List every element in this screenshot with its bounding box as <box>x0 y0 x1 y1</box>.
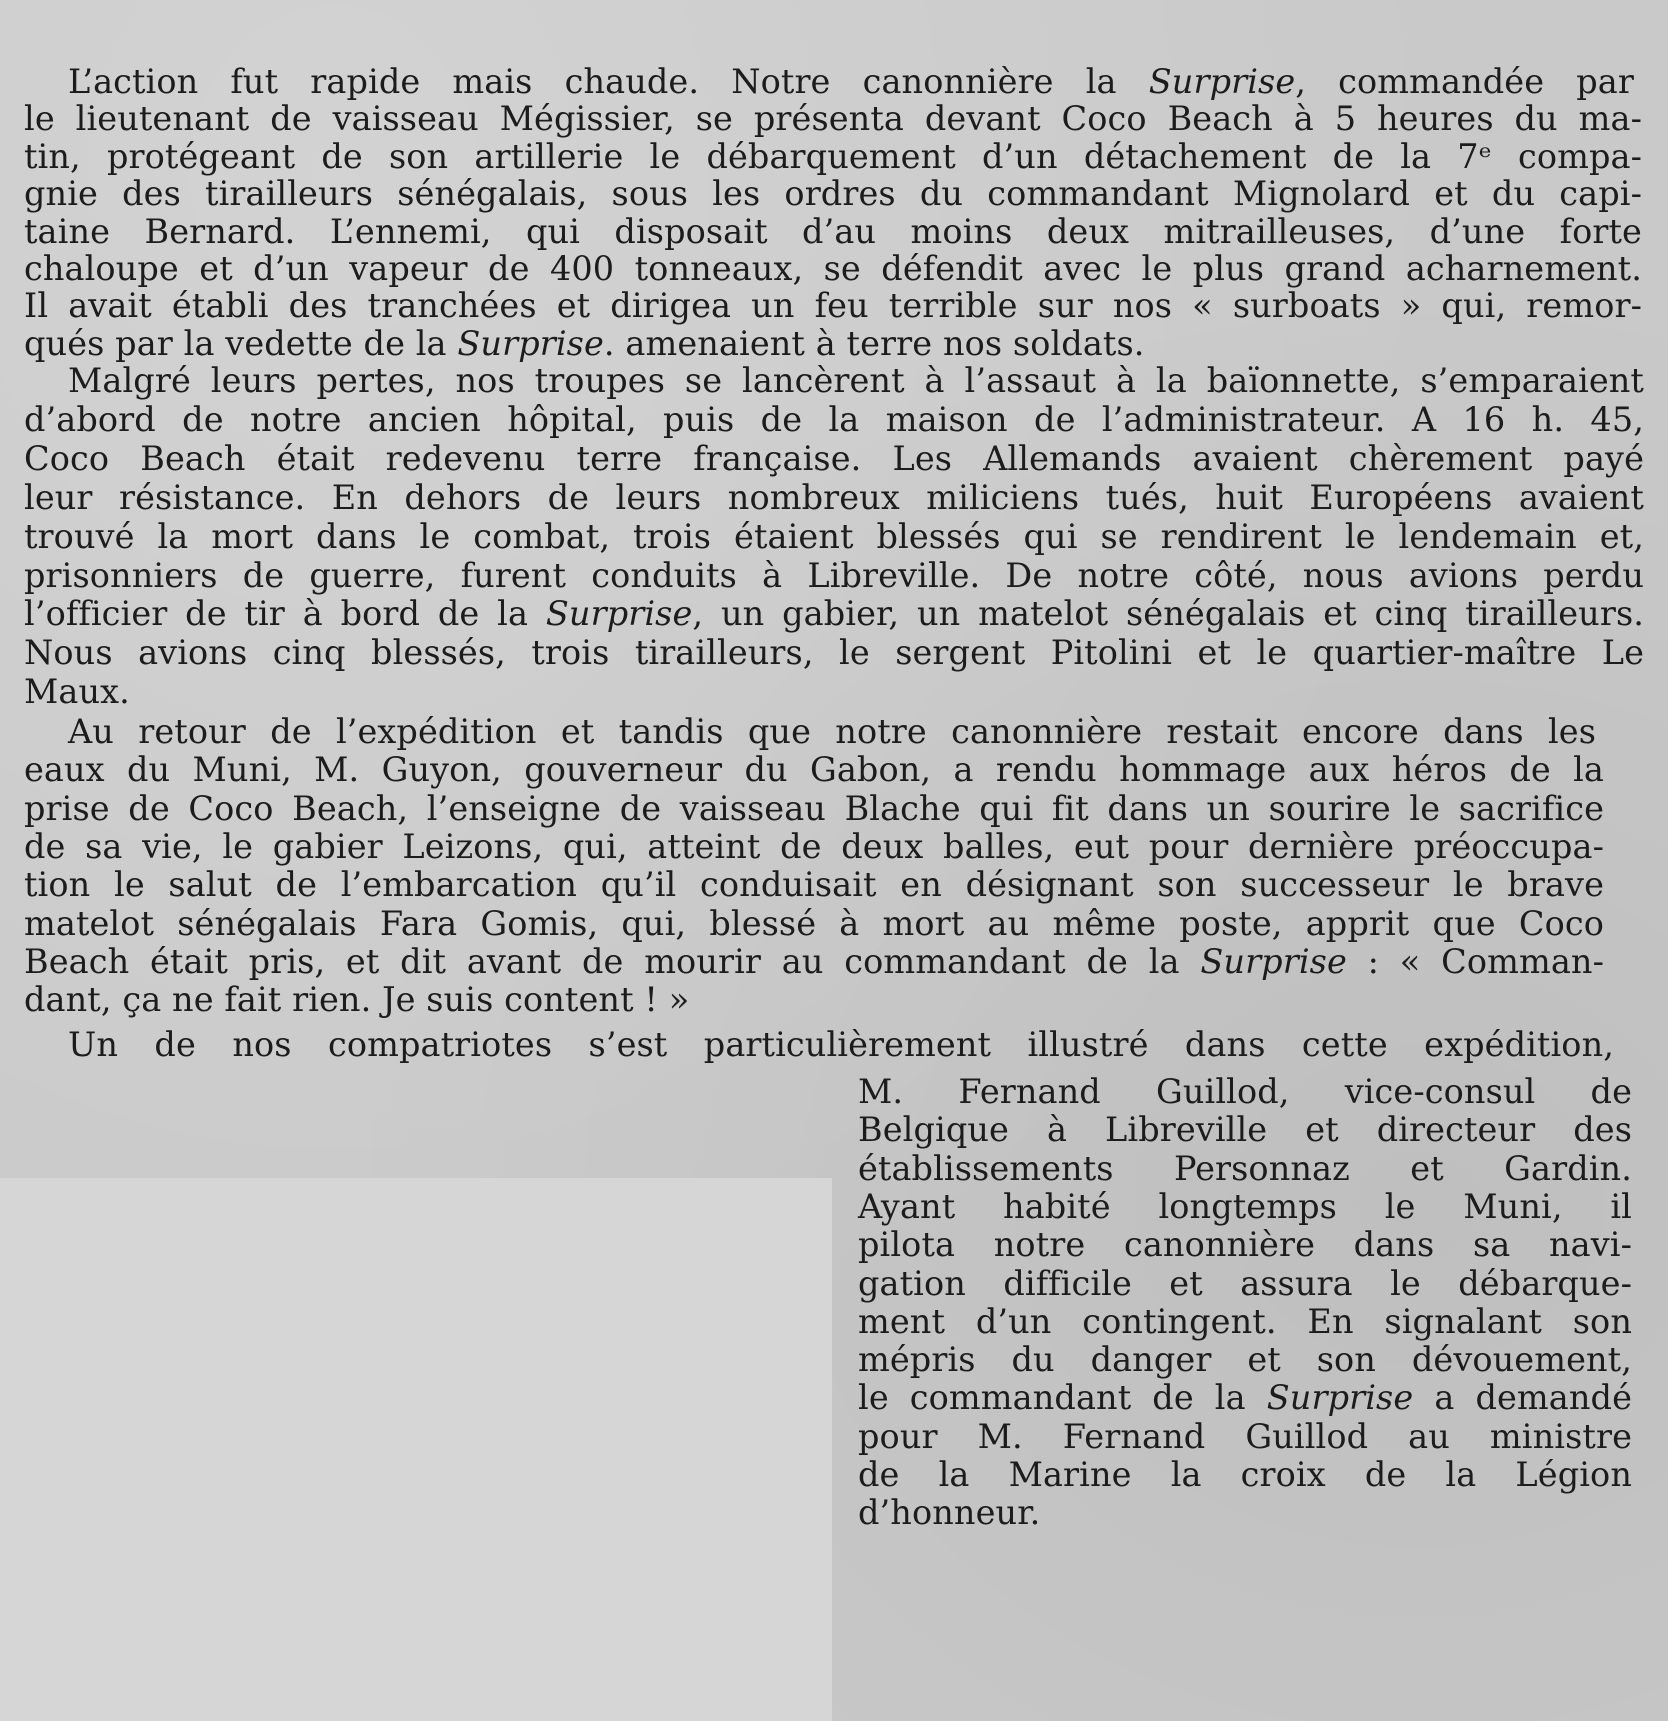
text-line <box>858 1302 1632 1342</box>
text-line <box>24 633 1644 673</box>
line-text: a demandé <box>1413 1378 1632 1418</box>
line-text: le lieutenant de vaisseau Mégissier, se présenta devant Coco Beach à 5 heures du ma- <box>24 99 1642 139</box>
text-line <box>858 1149 1632 1189</box>
line-text: d’abord de notre ancien hôpital, puis de la maison de l’administrateur. A 16 h. 45, <box>24 399 1644 439</box>
line-text: , un gabier, un matelot sénégalais et cinq tirailleurs. <box>692 594 1644 634</box>
line-text: trouvé la mort dans le combat, trois étaient blessés qui se rendirent le lendemain et, <box>24 516 1644 556</box>
line-text: gation difficile et assura le débarque- <box>858 1263 1632 1303</box>
text-line <box>858 1378 1632 1418</box>
line-text: pilota notre canonnière dans sa navi- <box>858 1225 1632 1265</box>
text-line <box>858 1264 1632 1304</box>
line-text: M. Fernand Guillod, vice-consul de <box>858 1072 1632 1111</box>
text-line <box>24 517 1644 557</box>
text-line <box>24 324 1642 364</box>
line-text: Malgré leurs pertes, nos troupes se lancèrent à l’assaut à la baïonnette, s’emparaient <box>68 361 1644 400</box>
text-line <box>24 286 1642 326</box>
line-text: d’honneur. <box>858 1493 1041 1533</box>
text-line <box>24 556 1644 596</box>
line-text: l’officier de tir à bord de la <box>24 594 546 634</box>
line-text: Il avait établi des tranchées et dirigea un feu terrible sur nos « surboats » qui, remor- <box>24 286 1642 326</box>
text-line <box>24 750 1604 790</box>
line-text: Un de nos compatriotes s’est particulièrement illustré dans cette expédition, <box>68 1025 1614 1064</box>
ship-name-italic: Surprise <box>457 323 604 363</box>
text-line <box>68 62 1634 102</box>
text-line <box>68 361 1644 401</box>
line-text: ment d’un contingent. En signalant son <box>858 1301 1632 1341</box>
line-text: gnie des tirailleurs sénégalais, sous les ordres du commandant Mignolard et du capi- <box>24 174 1642 214</box>
text-line <box>24 478 1644 518</box>
line-text: de sa vie, le gabier Leizons, qui, atteint de deux balles, eut pour dernière préoccupa- <box>24 826 1604 866</box>
text-line <box>24 249 1642 289</box>
line-text: matelot sénégalais Fara Gomis, qui, blessé à mort au même poste, apprit que Coco <box>24 903 1604 943</box>
text-line <box>858 1072 1632 1112</box>
line-text: . amenaient à terre nos soldats. <box>603 323 1145 363</box>
text-line <box>858 1110 1632 1150</box>
line-text: dant, ça ne fait rien. Je suis content ! » <box>24 980 690 1020</box>
text-line <box>24 594 1644 634</box>
line-text: Coco Beach était redevenu terre française. Les Allemands avaient chèrement payé <box>24 438 1644 478</box>
line-text: prise de Coco Beach, l’enseigne de vaisseau Blache qui fit dans un sourire le sacrifice <box>24 788 1604 828</box>
text-line <box>68 712 1596 752</box>
text-line <box>24 174 1642 214</box>
line-text: de la Marine la croix de la Légion <box>858 1455 1632 1494</box>
ship-name-italic: Surprise <box>545 594 693 634</box>
line-text: Beach était pris, et dit avant de mourir au commandant de la <box>24 941 1201 981</box>
line-text: tin, protégeant de son artillerie le débarquement d’un détachement de la 7ᵉ compa- <box>24 136 1642 176</box>
text-line <box>24 904 1604 944</box>
line-text: chaloupe et d’un vapeur de 400 tonneaux, se défendit avec le plus grand acharnement. <box>24 249 1642 288</box>
text-line <box>24 789 1604 829</box>
text-line <box>24 137 1642 177</box>
line-text: , commandée par <box>1295 62 1634 101</box>
text-line <box>858 1493 1632 1533</box>
line-text: : « Comman- <box>1346 941 1604 981</box>
text-line <box>858 1225 1632 1265</box>
ship-name-italic: Surprise <box>1148 62 1296 101</box>
text-line <box>858 1417 1632 1457</box>
line-text: Belgique à Libreville et directeur des <box>858 1110 1632 1150</box>
ship-name-italic: Surprise <box>1266 1378 1414 1418</box>
text-line <box>858 1340 1632 1380</box>
text-line <box>24 980 1604 1020</box>
line-text: Au retour de l’expédition et tandis que notre canonnière restait encore dans les <box>68 712 1596 751</box>
line-text: Nous avions cinq blessés, trois tirailleurs, le sergent Pitolini et le quartier-maître Le <box>24 633 1644 673</box>
ship-name-italic: Surprise <box>1200 941 1347 981</box>
line-text: le commandant de la <box>858 1378 1267 1418</box>
text-line <box>24 439 1644 479</box>
line-text: tion le salut de l’embarcation qu’il conduisait en désignant son successeur le brave <box>24 865 1604 905</box>
text-line <box>24 827 1604 867</box>
line-text: prisonniers de guerre, furent conduits à Libreville. De notre côté, nous avions perdu <box>24 555 1644 595</box>
line-text: Maux. <box>24 672 130 712</box>
line-text: pour M. Fernand Guillod au ministre <box>858 1416 1632 1456</box>
line-text: taine Bernard. L’ennemi, qui disposait d’au moins deux mitrailleuses, d’une forte <box>24 211 1642 251</box>
text-line <box>24 212 1642 252</box>
line-text: établissements Personnaz et Gardin. <box>858 1148 1632 1188</box>
text-line <box>24 400 1644 440</box>
text-line <box>858 1187 1632 1227</box>
text-line <box>24 865 1604 905</box>
blank-masked-region <box>0 1178 832 1721</box>
line-text: mépris du danger et son dévouement, <box>858 1340 1632 1380</box>
text-line <box>24 942 1604 982</box>
text-line <box>24 672 1644 712</box>
line-text: qués par la vedette de la <box>24 323 458 363</box>
line-text: eaux du Muni, M. Guyon, gouverneur du Gabon, a rendu hommage aux héros de la <box>24 750 1604 790</box>
text-line <box>24 99 1642 139</box>
line-text: L’action fut rapide mais chaude. Notre canonnière la <box>68 62 1149 101</box>
line-text: leur résistance. En dehors de leurs nombreux miliciens tués, huit Européens avaient <box>24 477 1644 517</box>
line-text: Ayant habité longtemps le Muni, il <box>858 1186 1632 1226</box>
text-line <box>858 1455 1632 1495</box>
text-line <box>68 1025 1614 1065</box>
